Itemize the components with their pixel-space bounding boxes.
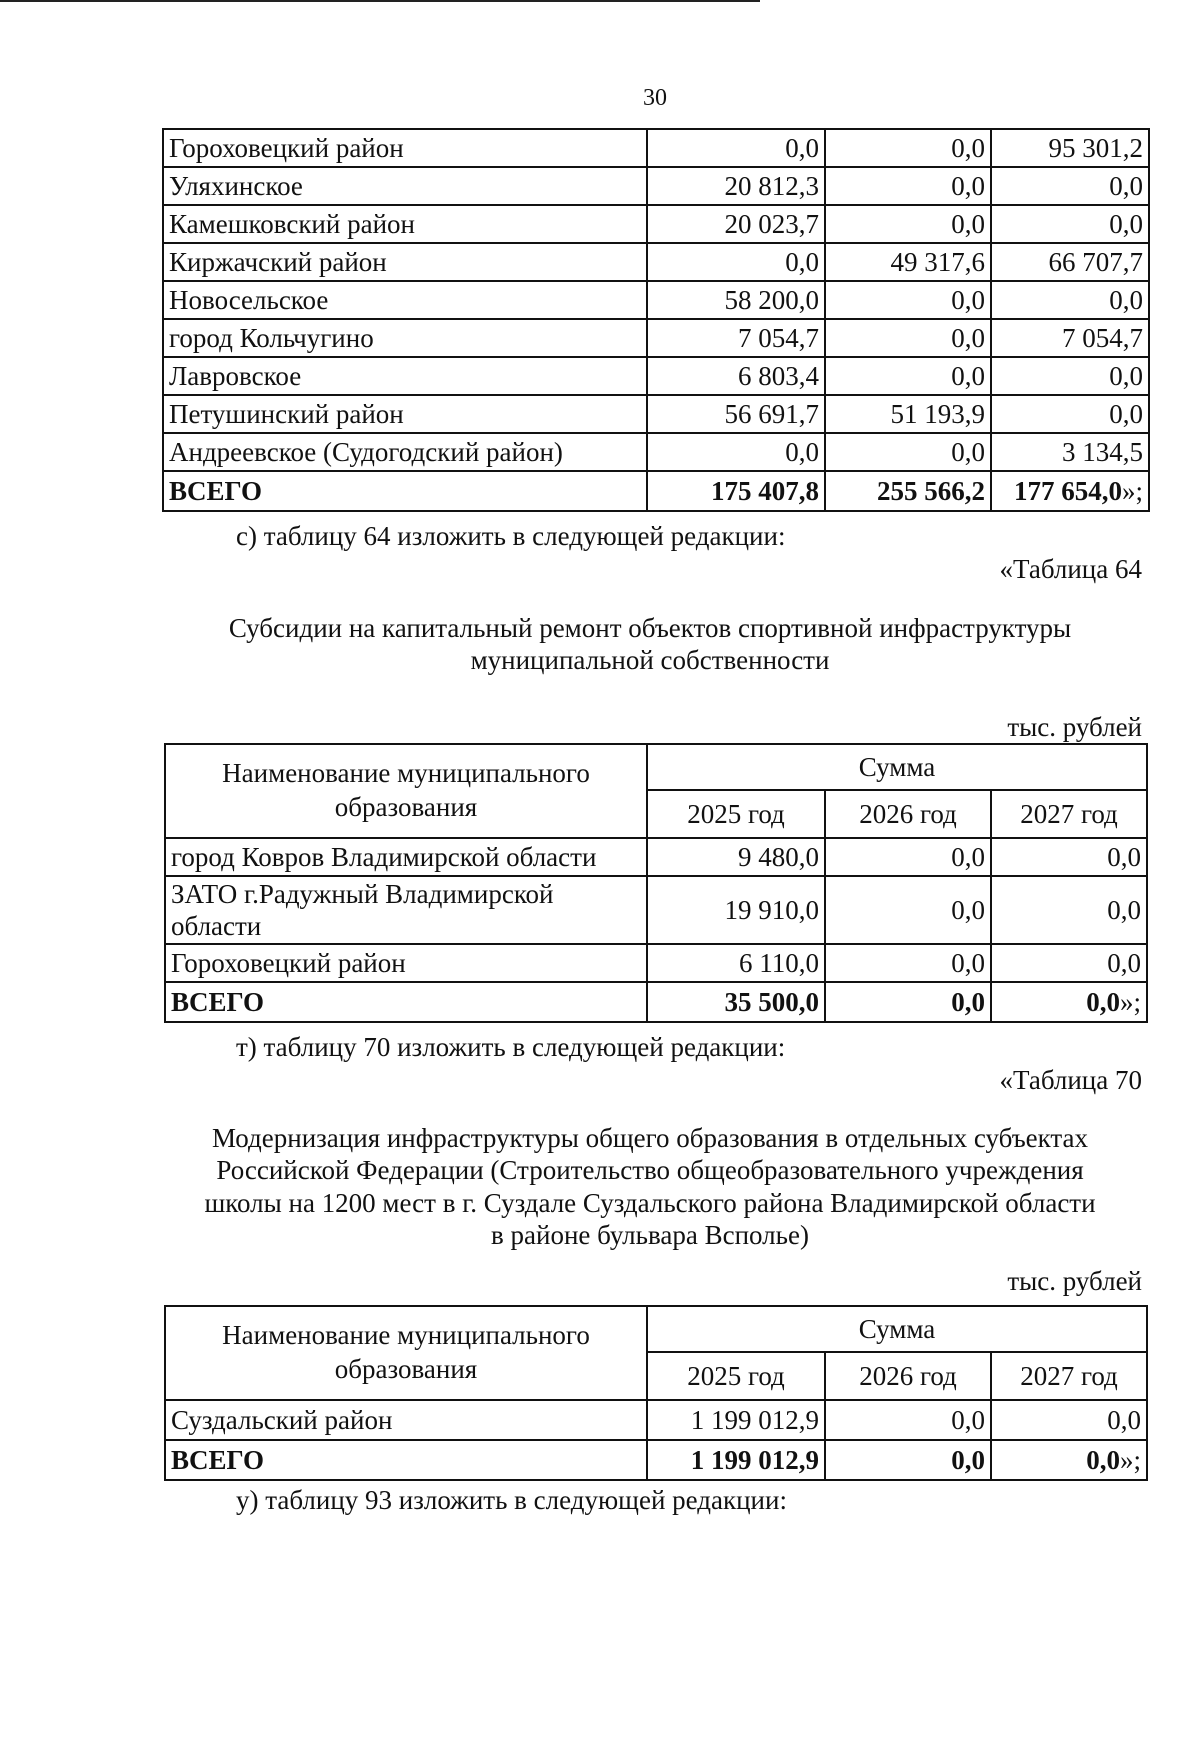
table70-label: «Таблица 70	[999, 1065, 1142, 1095]
total-row	[163, 471, 1149, 511]
title-line: Модернизация инфраструктуры общего образования в отдельных субъектах	[211, 1123, 1089, 1153]
value-2026: 0,0	[825, 167, 991, 205]
value-2026: 0,0	[825, 838, 991, 876]
table64	[164, 743, 1148, 1023]
value-2027: 0,0	[991, 838, 1147, 876]
total-2027-value: 177 654,0	[1013, 475, 1122, 506]
table-row	[163, 129, 1149, 167]
header-2027: 2027 год	[991, 1352, 1147, 1400]
closing-quote: »;	[1119, 1444, 1141, 1475]
title-line: Субсидии на капитальный ремонт объектов спортивной инфраструктуры	[228, 613, 1072, 643]
value-2027: 95 301,2	[991, 129, 1149, 167]
total-2025: 175 407,8	[647, 471, 825, 511]
value-2025: 20 023,7	[647, 205, 825, 243]
value-2025: 19 910,0	[647, 876, 825, 944]
value-2026: 49 317,6	[825, 243, 991, 281]
total-2027-value: 0,0	[1086, 1444, 1120, 1475]
row-name: город Ковров Владимирской области	[165, 838, 647, 876]
total-2027	[991, 1440, 1147, 1480]
row-name: Лавровское	[163, 357, 647, 395]
total-row	[165, 1440, 1147, 1480]
value-2025: 0,0	[647, 129, 825, 167]
row-name: город Кольчугино	[163, 319, 647, 357]
header-name-line: Наименование муниципального	[222, 1320, 590, 1351]
total-2027-value: 0,0	[1086, 986, 1120, 1017]
row-name-line: области	[171, 911, 262, 941]
total-label: ВСЕГО	[163, 471, 647, 511]
value-2026: 0,0	[825, 129, 991, 167]
row-name: Новосельское	[163, 281, 647, 319]
value-2025: 20 812,3	[647, 167, 825, 205]
header-2026: 2026 год	[825, 1352, 991, 1400]
row-name: Киржачский район	[163, 243, 647, 281]
value-2027: 0,0	[991, 395, 1149, 433]
row-name: Суздальский район	[165, 1400, 647, 1440]
closing-quote: »;	[1121, 475, 1143, 506]
header-sum: Сумма	[647, 1306, 1147, 1352]
table64-label: «Таблица 64	[999, 554, 1142, 584]
table64-unit: тыс. рублей	[1007, 712, 1142, 742]
header-2026: 2026 год	[825, 790, 991, 838]
header-row	[165, 744, 1147, 790]
value-2026: 0,0	[825, 281, 991, 319]
total-2027	[991, 982, 1147, 1022]
total-label: ВСЕГО	[165, 982, 647, 1022]
table70	[164, 1305, 1148, 1481]
value-2027: 3 134,5	[991, 433, 1149, 471]
table-row	[163, 281, 1149, 319]
value-2025: 6 110,0	[647, 944, 825, 982]
value-2025: 0,0	[647, 433, 825, 471]
value-2025: 9 480,0	[647, 838, 825, 876]
value-2026: 0,0	[825, 433, 991, 471]
row-name: Андреевское (Судогодский район)	[163, 433, 647, 471]
scan-edge-line	[0, 0, 760, 2]
table-row	[163, 243, 1149, 281]
table-row	[163, 205, 1149, 243]
value-2027: 0,0	[991, 167, 1149, 205]
header-row	[165, 1306, 1147, 1352]
table70-unit: тыс. рублей	[1007, 1266, 1142, 1296]
value-2025: 58 200,0	[647, 281, 825, 319]
value-2026: 0,0	[825, 205, 991, 243]
value-2026: 0,0	[825, 944, 991, 982]
total-label: ВСЕГО	[165, 1440, 647, 1480]
header-name-line: образования	[334, 1354, 478, 1384]
table-row	[163, 395, 1149, 433]
value-2027: 0,0	[991, 1400, 1147, 1440]
header-2025: 2025 год	[647, 1352, 825, 1400]
value-2026: 0,0	[825, 1400, 991, 1440]
row-name-line: ЗАТО г.Радужный Владимирской	[171, 878, 554, 909]
total-2026: 255 566,2	[825, 471, 991, 511]
value-2025: 1 199 012,9	[647, 1400, 825, 1440]
table-row	[165, 838, 1147, 876]
value-2025: 0,0	[647, 243, 825, 281]
row-name: Уляхинское	[163, 167, 647, 205]
value-2026: 51 193,9	[825, 395, 991, 433]
header-name-line: образования	[334, 792, 478, 822]
header-2025: 2025 год	[647, 790, 825, 838]
header-2027: 2027 год	[991, 790, 1147, 838]
value-2025: 6 803,4	[647, 357, 825, 395]
table-continued	[162, 128, 1150, 512]
header-name	[165, 1306, 647, 1400]
total-2026: 0,0	[825, 982, 991, 1022]
value-2026: 0,0	[825, 357, 991, 395]
row-name: Камешковский район	[163, 205, 647, 243]
value-2027: 0,0	[991, 944, 1147, 982]
table-row	[165, 1400, 1147, 1440]
value-2026: 0,0	[825, 876, 991, 944]
header-name-line: Наименование муниципального	[222, 758, 590, 789]
total-2027	[991, 471, 1149, 511]
closing-quote: »;	[1119, 986, 1141, 1017]
header-sum: Сумма	[647, 744, 1147, 790]
value-2026: 0,0	[825, 319, 991, 357]
row-name: Гороховецкий район	[165, 944, 647, 982]
title-line: муниципальной собственности	[470, 645, 830, 676]
row-name: Петушинский район	[163, 395, 647, 433]
title-line: школы на 1200 мест в г. Суздале Суздальского района Владимирской области	[204, 1187, 1096, 1218]
table-row	[165, 876, 1147, 944]
value-2027: 66 707,7	[991, 243, 1149, 281]
value-2027: 0,0	[991, 205, 1149, 243]
total-2026: 0,0	[825, 1440, 991, 1480]
table-row	[163, 319, 1149, 357]
value-2025: 7 054,7	[647, 319, 825, 357]
table64-title	[150, 612, 1150, 677]
table70-title	[150, 1122, 1150, 1252]
row-name	[165, 876, 647, 944]
instruction-u: у) таблицу 93 изложить в следующей редакции:	[236, 1485, 787, 1515]
row-name: Гороховецкий район	[163, 129, 647, 167]
title-line: в районе бульвара Всполье)	[491, 1220, 809, 1251]
header-name	[165, 744, 647, 838]
total-2025: 1 199 012,9	[647, 1440, 825, 1480]
value-2027: 7 054,7	[991, 319, 1149, 357]
total-row	[165, 982, 1147, 1022]
value-2027: 0,0	[991, 876, 1147, 944]
title-line: Российской Федерации (Строительство общеобразовательного учреждения	[216, 1155, 1084, 1186]
value-2027: 0,0	[991, 281, 1149, 319]
table-row	[163, 167, 1149, 205]
page-number: 30	[643, 85, 667, 111]
value-2025: 56 691,7	[647, 395, 825, 433]
instruction-t: т) таблицу 70 изложить в следующей редакции:	[236, 1032, 786, 1062]
value-2027: 0,0	[991, 357, 1149, 395]
table-row	[165, 944, 1147, 982]
table-row	[163, 357, 1149, 395]
total-2025: 35 500,0	[647, 982, 825, 1022]
table-row	[163, 433, 1149, 471]
instruction-c: с) таблицу 64 изложить в следующей редакции:	[236, 521, 786, 551]
